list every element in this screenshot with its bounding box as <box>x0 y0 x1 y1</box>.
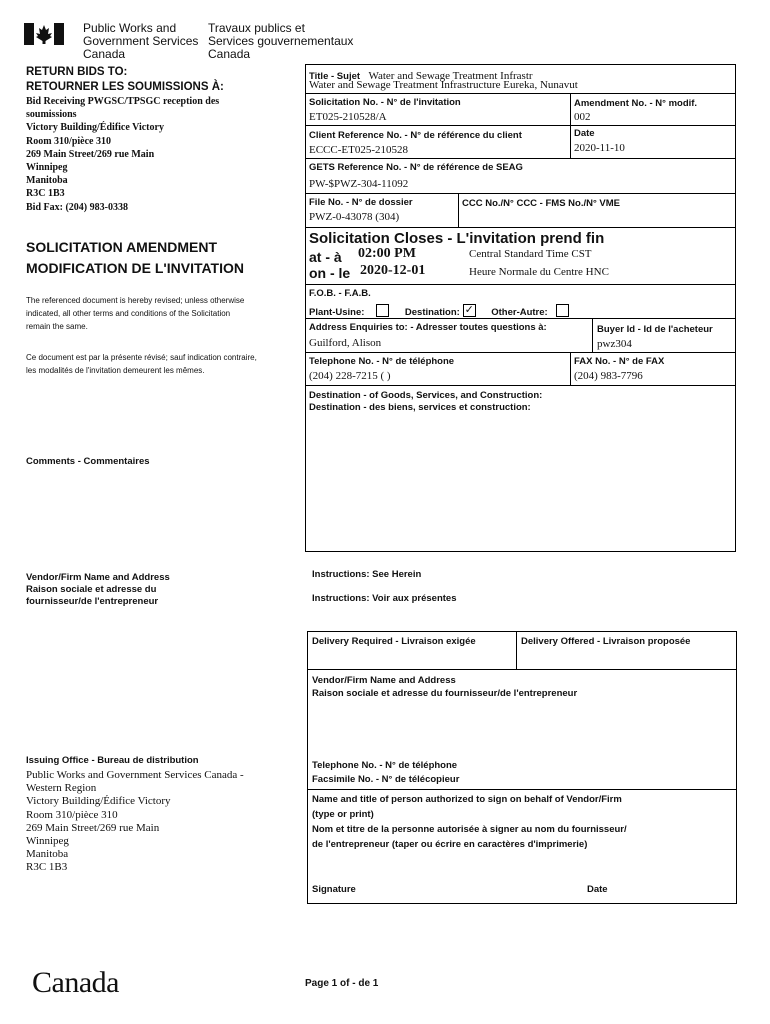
closes-label: Solicitation Closes - L'invitation prend fin <box>309 230 605 247</box>
title-value: Water and Sewage Treatment Infrastr <box>368 70 533 82</box>
closing-time: 02:00 PM <box>358 246 416 261</box>
timezone-fr: Heure Normale du Centre HNC <box>469 266 609 278</box>
destination-goods-label: Destination - of Goods, Services, and Construction: Destination - des biens, services et construction: <box>309 390 543 413</box>
address-enquiries-label: Address Enquiries to: - Adresser toutes questions à: <box>309 322 547 333</box>
gets-value: PW-$PWZ-304-11092 <box>309 178 409 190</box>
client-ref-value: ECCC-ET025-210528 <box>309 144 408 156</box>
plant-checkbox[interactable] <box>376 304 389 317</box>
at-label: at - à <box>309 249 342 265</box>
department-name-fr: Travaux publics et Services gouvernementaux Canada <box>208 21 354 61</box>
destination-checkbox[interactable]: ✓ <box>464 304 474 317</box>
fob-label: F.O.B. - F.A.B. <box>309 288 371 299</box>
buyer-value: pwz304 <box>597 338 632 350</box>
title-value-full: Water and Sewage Treatment Infrastructure Eureka, Nunavut <box>309 79 578 91</box>
timezone-en: Central Standard Time CST <box>469 248 592 260</box>
department-name-en: Public Works and Government Services Canada <box>83 21 199 61</box>
on-label: on - le <box>309 265 351 281</box>
fax-value: (204) 983-7796 <box>574 370 643 382</box>
vendor-left-label: Vendor/Firm Name and Address Raison sociale et adresse du fournisseur/de l'entrepreneur <box>26 572 170 607</box>
destination-label: Destination: <box>404 307 460 318</box>
delivery-required-label: Delivery Required - Livraison exigée <box>312 636 476 647</box>
telephone-label: Telephone No. - N° de téléphone <box>309 356 455 367</box>
return-bids-address: Bid Receiving PWGSC/TPSGC reception des soumissions Victory Building/Édifice Victory Room 310/pièce 310 269 Main Street/269 rue Main Winnipeg Manitoba R3C 1B3 Bid Fax: (204) 983-0338 <box>26 96 220 213</box>
amendment-note-fr: Ce document est par la présente révisé; sauf indication contraire, les modalités de l'invitation demeurent les mêmes. <box>26 353 257 375</box>
issuing-office-label: Issuing Office - Bureau de distribution <box>26 755 199 766</box>
buyer-label: Buyer Id - Id de l'acheteur <box>597 324 713 335</box>
fax-label: FAX No. - N° de FAX <box>574 356 665 367</box>
date-label: Date <box>574 128 595 139</box>
amendment-label: Amendment No. - N° modif. <box>574 98 698 109</box>
canada-flag-icon <box>24 23 64 45</box>
client-ref-label: Client Reference No. - N° de référence du client <box>309 130 522 141</box>
file-value: PWZ-0-43078 (304) <box>309 211 400 223</box>
return-bids-title: RETURN BIDS TO: RETOURNER LES SOUMISSIONS À: <box>26 66 224 93</box>
delivery-offered-label: Delivery Offered - Livraison proposée <box>521 636 691 647</box>
signature-label: Signature <box>312 884 356 895</box>
amendment-title: SOLICITATION AMENDMENT MODIFICATION DE L'INVITATION <box>26 239 244 276</box>
page-number: Page 1 of - de 1 <box>305 978 379 989</box>
issuing-office-address: Public Works and Government Services Canada - Western Region Victory Building/Édifice Victory Room 310/pièce 310 269 Main Street/269 rue Main Winnipeg Manitoba R3C 1B3 <box>26 769 244 874</box>
amendment-value: 002 <box>574 111 591 123</box>
vendor-name-label: Vendor/Firm Name and Address Raison sociale et adresse du fournisseur/de l'entrepreneur <box>312 675 578 699</box>
instructions-fr: Instructions: Voir aux présentes <box>312 593 457 604</box>
ccc-label: CCC No./N° CCC - FMS No./N° VME <box>462 198 621 209</box>
other-label: Other-Autre: <box>491 307 548 318</box>
date-value: 2020-11-10 <box>574 142 625 154</box>
file-label: File No. - N° de dossier <box>309 197 413 208</box>
vendor-phone-label: Telephone No. - N° de téléphone Facsimile No. - N° de télécopieur <box>312 760 460 785</box>
plant-label: Plant-Usine: <box>309 307 365 318</box>
instructions-en: Instructions: See Herein <box>312 569 422 580</box>
comments-label: Comments - Commentaires <box>26 456 150 467</box>
solicitation-label: Solicitation No. - N° de l'invitation <box>309 97 461 108</box>
solicitation-value: ET025-210528/A <box>309 111 387 123</box>
telephone-value: (204) 228-7215 ( ) <box>309 370 391 382</box>
authorized-person-label: Name and title of person authorized to sign on behalf of Vendor/Firm (type or print) Nom et titre de la personne autorisée à signer au nom du fournisseur/ de l'entrepreneur (taper ou écrire en caractères d'imprimerie) <box>312 794 627 850</box>
amendment-note-en: The referenced document is hereby revised; unless otherwise indicated, all other terms and conditions of the Solicitation remain the same. <box>26 296 245 331</box>
closing-date: 2020-12-01 <box>360 263 426 278</box>
gets-label: GETS Reference No. - N° de référence de SEAG <box>309 162 523 173</box>
other-checkbox[interactable] <box>556 304 569 317</box>
canada-wordmark: Canada <box>32 966 119 999</box>
title-label: Title - Sujet <box>309 71 361 82</box>
signature-date-label: Date <box>587 884 608 895</box>
address-enquiries-value: Guilford, Alison <box>309 337 382 349</box>
